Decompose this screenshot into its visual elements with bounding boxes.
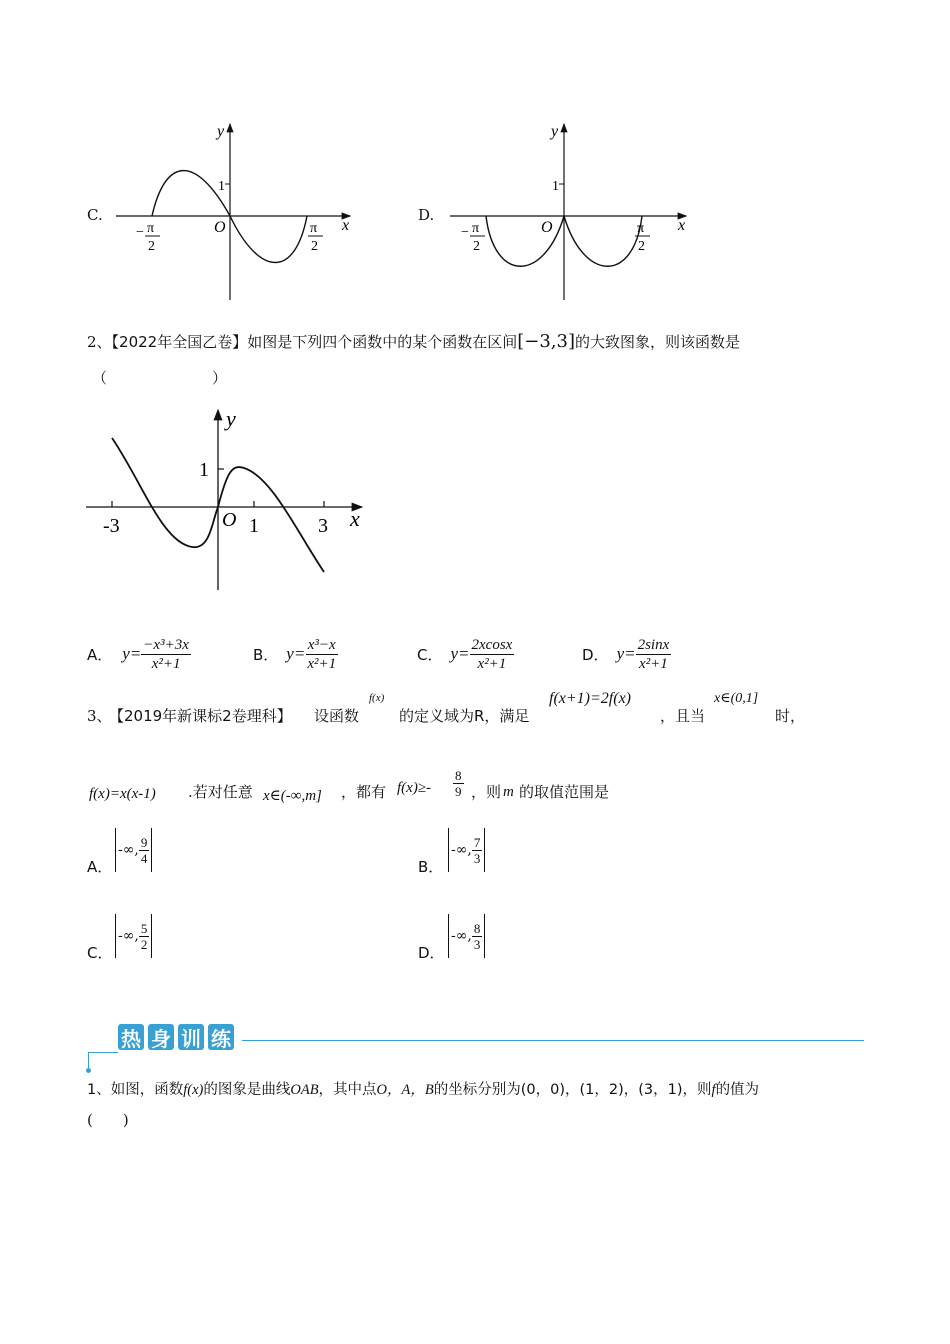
option-b[interactable]: B． y= $\frac{\text{x³−x}}{\text{x²+1}}$ bbox=[253, 636, 337, 672]
svg-text:π: π bbox=[310, 221, 318, 236]
question-2-line: 2、【2022年全国乙卷】如图是下列四个函数中的某个函数在区间[−3,3]的大致图象，则该函数是 bbox=[87, 331, 741, 352]
svg-text:−: − bbox=[461, 225, 469, 240]
svg-text:-3: -3 bbox=[103, 515, 120, 537]
y-label: y bbox=[217, 123, 225, 140]
svg-text:1: 1 bbox=[249, 515, 259, 537]
svg-text:1: 1 bbox=[552, 179, 559, 194]
option-c-label: C. bbox=[87, 206, 103, 224]
tick-one: 1 bbox=[218, 179, 225, 194]
svg-text:1: 1 bbox=[199, 459, 209, 481]
origin-label: O bbox=[214, 219, 226, 236]
question-3-line-2: f(x)=x(x-1) .若对任意 x∈(-∞,m] ，都有 f(x)≥- $\frac{8}{9}$ ，则 m 的取值范围是 bbox=[89, 768, 610, 804]
svg-text:π: π bbox=[472, 221, 480, 236]
svg-text:O: O bbox=[222, 509, 237, 531]
x-label: x bbox=[342, 217, 350, 234]
svg-text:y: y bbox=[226, 406, 236, 431]
svg-text:2: 2 bbox=[148, 239, 155, 254]
graph-option-d bbox=[444, 118, 694, 304]
option-c[interactable]: C． y= $\frac{2xcosx}{\text{x²+1}}$ bbox=[417, 636, 513, 672]
svg-text:2: 2 bbox=[311, 239, 318, 254]
warmup-question-1: 1、如图，函数f(x)的图象是曲线OAB，其中点O，A，B的坐标分别为(0，0)，(1，2)，(3，1)，则f的值为 bbox=[87, 1082, 760, 1098]
option-a[interactable]: A． y= $\frac{\text{−x³+3x}}{\text{x²+1}}$ bbox=[87, 636, 189, 672]
option-d[interactable]: D． y= $\frac{2\sin x}{\text{x²+1}}$ bbox=[582, 636, 670, 672]
svg-text:2: 2 bbox=[473, 239, 480, 254]
svg-text:π: π bbox=[637, 221, 645, 236]
section-title: 热 身 训 练 bbox=[118, 1024, 238, 1050]
question-3-line-1: 3、 【2019年新课标2卷理科】 设函数 f(x) 的定义域为R，满足 f(x+1)=2f(x) ，且当 x∈(0,1] 时， bbox=[87, 690, 806, 725]
svg-text:3: 3 bbox=[318, 515, 328, 537]
svg-text:y: y bbox=[551, 123, 559, 140]
section-banner bbox=[86, 1026, 864, 1072]
svg-text:π: π bbox=[147, 221, 155, 236]
svg-text:O: O bbox=[541, 219, 553, 236]
svg-text:2: 2 bbox=[638, 239, 645, 254]
svg-text:−: − bbox=[136, 225, 144, 240]
graph-option-c bbox=[110, 118, 360, 304]
option-d-label: D. bbox=[418, 206, 435, 224]
question-2-options bbox=[87, 630, 707, 678]
warmup-question-1-paren: ( ) bbox=[87, 1111, 129, 1129]
svg-text:x: x bbox=[678, 217, 686, 234]
question-2-graph bbox=[82, 402, 372, 602]
question-2-paren: （ ） bbox=[92, 369, 228, 387]
svg-text:x: x bbox=[350, 506, 360, 531]
